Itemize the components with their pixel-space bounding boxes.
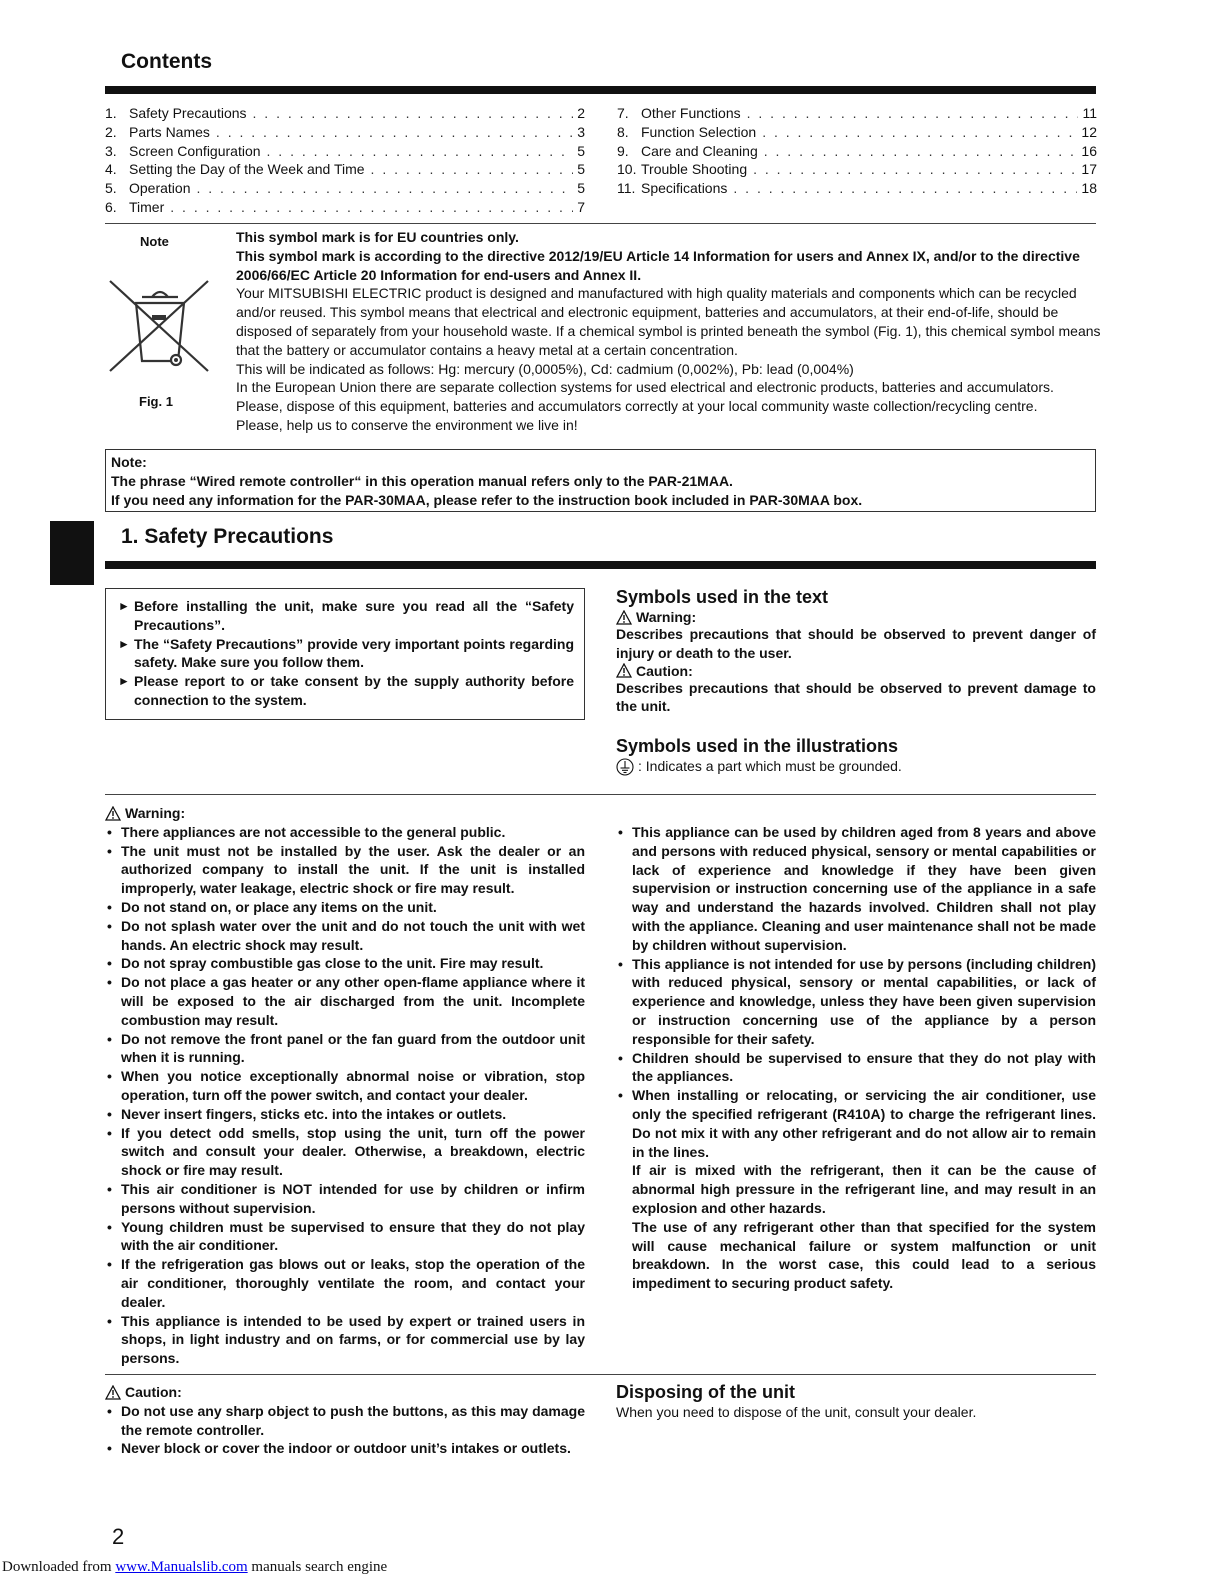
- section-rule: [105, 561, 1096, 569]
- warning-triangle-icon: [105, 806, 121, 821]
- warning-item: • Do not remove the front panel or the fan guard from the outdoor unit when it is running.: [105, 1030, 585, 1068]
- warning-item: • Children should be supervised to ensure that they do not play with the appliances.: [616, 1049, 1096, 1087]
- warning-item: • When installing or relocating, or servicing the air conditioner, use only the specified refrigerant (R410A) to charge the refrigerant lines. Do not mix it with any other refrigerant and do not allow air to remain in the lines. If air is mixed with the refrigerant, then it can be the cause of abnormal high pressure in the refrigerant line, and may result in an explosion and other hazards. The use of any refrigerant other than that specified for the system will cause mechanical failure or system malfunction or unit breakdown. In the worst case, this could lead to a serious impediment to securing product safety.: [616, 1086, 1096, 1293]
- cautions-heading: Caution:: [105, 1383, 585, 1402]
- warning-item: • This appliance can be used by children aged from 8 years and above and persons with reduced physical, sensory or mental capabilities or lack of experience and knowledge if they have been given supervision or instruction concerning use of the appliance in a safe way and understand the hazards involved. Children shall not play with the appliance. Cleaning and user maintenance shall not be made by children without supervision.: [616, 823, 1096, 955]
- warning-item: • The unit must not be installed by the user. Ask the dealer or an authorized company to install the unit. If the unit is installed improperly, water leakage, electric shock or fire may result.: [105, 842, 585, 898]
- toc-entry[interactable]: 2. Parts Names . . . 3: [105, 123, 585, 142]
- note-box-line: If you need any information for the PAR-30MAA, please refer to the instruction book included in PAR-30MAA box.: [111, 491, 863, 508]
- disposing-text: When you need to dispose of the unit, consult your dealer.: [616, 1404, 977, 1420]
- weee-paragraph: Please, help us to conserve the environment we live in!: [236, 416, 578, 433]
- symbols-section: [616, 587, 1096, 776]
- weee-text: [236, 228, 1116, 435]
- toc-right: [617, 104, 1097, 198]
- section-title: 1. Safety Precautions: [121, 525, 334, 548]
- divider: [105, 794, 1096, 795]
- weee-paragraph: This will be indicated as follows: Hg: mercury (0,0005%), Cd: cadmium (0,002%), Pb: lead (0,004%): [236, 360, 854, 377]
- toc-entry[interactable]: 1. Safety Precautions . . . 2: [105, 104, 585, 123]
- weee-bold-line: This symbol mark is for EU countries only.: [236, 229, 519, 245]
- warning-heading: Warning:: [616, 609, 1096, 625]
- symbols-text-title: Symbols used in the text: [616, 587, 829, 607]
- weee-bold-line: This symbol mark is according to the directive 2012/19/EU Article 14 Information for users and Annex IX, and/or to the directive 2006/66/EC Article 20 Information for end-users and Annex II.: [236, 247, 1080, 283]
- weee-paragraph: Please, dispose of this equipment, batteries and accumulators correctly at your local community waste collection/recycling centre.: [236, 398, 1038, 415]
- note-box: [105, 449, 1096, 512]
- warning-item: • Young children must be supervised to ensure that they do not play with the air conditioner.: [105, 1218, 585, 1256]
- caution-item: • Never block or cover the indoor or outdoor unit’s intakes or outlets.: [105, 1439, 585, 1458]
- weee-paragraph: Your MITSUBISHI ELECTRIC product is designed and manufactured with high quality materials and components which can be recycled and/or reused. This symbol means that electrical and electronic equipment, batteries and accumulators, at their end-of-life, should be disposed of separately from your household waste. If a chemical symbol is printed beneath the symbol (Fig. 1), this chemical symbol means that the battery or accumulator contains a heavy metal at a certain concentration.: [236, 285, 1101, 358]
- arrow-right-icon: ►: [118, 636, 130, 651]
- warning-item: • When you notice exceptionally abnormal noise or vibration, stop operation, turn off the power switch, and contact your dealer.: [105, 1067, 585, 1105]
- weee-paragraph: In the European Union there are separate collection systems for used electrical and electronic products, batteries and accumulators.: [236, 379, 1054, 396]
- download-footer: [2, 1559, 387, 1576]
- manualslib-link[interactable]: www.Manualslib.com: [115, 1559, 248, 1575]
- contents-rule: [105, 86, 1096, 94]
- intro-item: ► Please report to or take consent by the supply authority before connection to the system.: [118, 673, 574, 708]
- toc-entry[interactable]: 8. Function Selection . . . 12: [617, 123, 1097, 142]
- arrow-right-icon: ►: [118, 599, 130, 613]
- warning-item: • If the refrigeration gas blows out or leaks, stop the operation of the air conditioner, thoroughly ventilate the room, and contact your dealer.: [105, 1255, 585, 1311]
- toc-entry[interactable]: 7. Other Functions . . . 11: [617, 104, 1097, 123]
- page-number: 2: [112, 1524, 125, 1549]
- caution-heading: Caution:: [616, 663, 1096, 679]
- caution-description: Describes precautions that should be observed to prevent damage to the unit.: [616, 679, 1096, 715]
- divider: [105, 1374, 1096, 1375]
- warning-item: • This appliance is not intended for use by persons (including children) with reduced physical, sensory or mental capabilities, or lack of experience and knowledge, unless they have been given supervision or instruction concerning use of the appliance by a person responsible for their safety.: [616, 955, 1096, 1049]
- caution-item: • Do not use any sharp object to push the buttons, as this may damage the remote controller.: [105, 1402, 585, 1440]
- intro-item: ► Before installing the unit, make sure you read all the “Safety Precautions”.: [118, 598, 574, 633]
- toc-entry[interactable]: 6. Timer . . . 7: [105, 198, 585, 217]
- toc-entry[interactable]: 3. Screen Configuration . . . 5: [105, 142, 585, 161]
- toc-entry[interactable]: 5. Operation . . . 5: [105, 179, 585, 198]
- warnings-left: [105, 804, 585, 1368]
- note-label: Note: [140, 234, 169, 249]
- toc-entry[interactable]: 4. Setting the Day of the Week and Time . . . 5: [105, 160, 585, 179]
- note-box-line: The phrase “Wired remote controller“ in this operation manual refers only to the PAR-21MAA.: [111, 472, 733, 489]
- warning-triangle-icon: [105, 1385, 121, 1400]
- warning-item: • Do not spray combustible gas close to the unit. Fire may result.: [105, 954, 585, 973]
- cautions-section: [105, 1383, 585, 1458]
- divider: [105, 223, 1096, 224]
- warning-item: • Do not stand on, or place any items on the unit.: [105, 898, 585, 917]
- section-tab: [50, 521, 94, 585]
- footer-suffix: manuals search engine: [247, 1559, 388, 1575]
- warning-item: • There appliances are not accessible to the general public.: [105, 823, 585, 842]
- crossed-bin-icon: [106, 275, 214, 375]
- note-box-label: Note:: [111, 454, 147, 470]
- warning-item: • Do not splash water over the unit and do not touch the unit with wet hands. An electric shock may result.: [105, 917, 585, 955]
- warning-item: • If you detect odd smells, stop using the unit, turn off the power switch and consult your dealer. Otherwise, a breakdown, electric shock or fire may result.: [105, 1124, 585, 1180]
- toc-entry[interactable]: 10. Trouble Shooting . . . 17: [617, 160, 1097, 179]
- contents-title: Contents: [121, 50, 212, 73]
- intro-box: [105, 588, 585, 720]
- warnings-heading: Warning:: [105, 804, 585, 823]
- warning-triangle-icon: [616, 663, 632, 678]
- toc-entry[interactable]: 11. Specifications . . . 18: [617, 179, 1097, 198]
- warning-triangle-icon: [616, 610, 632, 625]
- toc-left: [105, 104, 585, 217]
- disposing-section: [616, 1382, 1096, 1422]
- intro-item: ► The “Safety Precautions” provide very important points regarding safety. Make sure you follow them.: [118, 635, 574, 671]
- toc-entry[interactable]: 9. Care and Cleaning . . . 16: [617, 142, 1097, 161]
- symbols-illustrations-title: Symbols used in the illustrations: [616, 736, 899, 757]
- ground-icon: [616, 758, 634, 776]
- warning-item: • This appliance is intended to be used by expert or trained users in shops, in light industry and on farms, or for commercial use by lay persons.: [105, 1312, 585, 1368]
- warning-item: • Do not place a gas heater or any other open-flame appliance where it will be exposed to the air discharged from the unit. Incomplete combustion may result.: [105, 973, 585, 1029]
- fig-label: Fig. 1: [139, 394, 173, 409]
- warnings-right: [616, 823, 1096, 1293]
- warning-description: Describes precautions that should be observed to prevent danger of injury or death to the user.: [616, 626, 1096, 661]
- ground-symbol-row: : Indicates a part which must be grounded.: [616, 757, 1096, 776]
- arrow-right-icon: ►: [118, 674, 130, 689]
- warning-item: • Never insert fingers, sticks etc. into the intakes or outlets.: [105, 1105, 585, 1124]
- footer-prefix: Downloaded from: [2, 1559, 116, 1575]
- disposing-title: Disposing of the unit: [616, 1382, 795, 1402]
- warning-item: • This air conditioner is NOT intended for use by children or infirm persons without supervision.: [105, 1180, 585, 1218]
